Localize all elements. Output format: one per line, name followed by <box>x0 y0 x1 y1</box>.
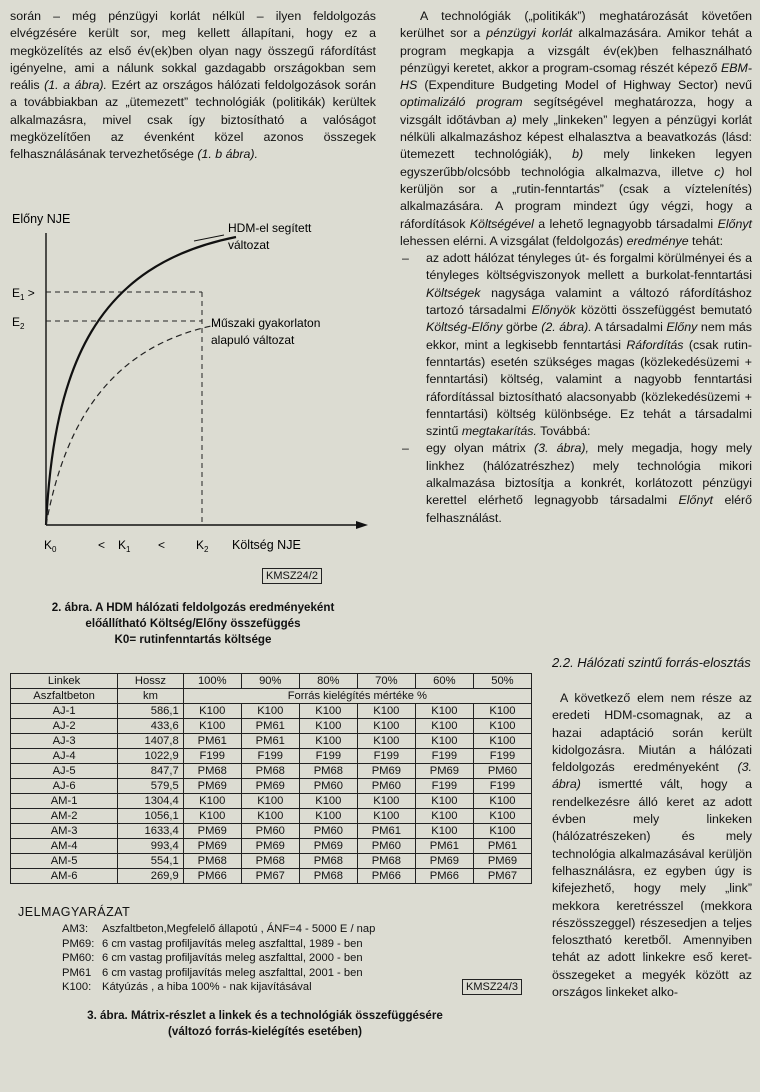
technology-cell: K100 <box>183 809 241 824</box>
technology-cell: PM68 <box>241 764 299 779</box>
x-tick-k1: $K_1$ <box>118 538 131 554</box>
technology-cell: K100 <box>299 734 357 749</box>
length-cell: 993,4 <box>118 839 184 854</box>
technology-cell: PM60 <box>299 824 357 839</box>
lower-right-paragraph <box>552 690 752 1001</box>
text-run: megtakarítás. <box>461 424 537 439</box>
dash-item-2: – egy olyan mátrix (3. ábra), mely megadja, hogy mely linkhez (hálózatrészhez) mely technológia mikori alkalmazása biztosítja a konkrét, korlátozott pénzügyi kerettel elérhető legnagyobb társadalmi Előnyt elérő felhasználást. <box>402 441 752 525</box>
matrix-subheader-row <box>11 689 532 704</box>
technology-cell: PM61 <box>183 734 241 749</box>
technology-cell: K100 <box>299 704 357 719</box>
text-run: b) <box>572 147 584 162</box>
x-tick-lt2: < <box>158 538 166 552</box>
length-cell: 1407,8 <box>118 734 184 749</box>
legend-item <box>62 937 375 952</box>
table-row <box>11 809 532 824</box>
table-row <box>11 839 532 854</box>
text-run: Előnyök <box>531 303 576 318</box>
legend-key: PM60: <box>62 952 95 965</box>
text-run: A társadalmi <box>591 320 667 335</box>
link-cell: AM-1 <box>11 794 118 809</box>
technology-cell: K100 <box>473 719 531 734</box>
subheader-unit: km <box>118 689 184 704</box>
technology-cell: K100 <box>415 704 473 719</box>
text-run: (3. ábra), <box>533 441 589 456</box>
technology-cell: PM68 <box>241 854 299 869</box>
legend-key: PM69: <box>62 937 95 950</box>
table-row <box>11 794 532 809</box>
technology-cell: PM66 <box>183 869 241 884</box>
fig2-caption-line-2: előállítható Költség/Előny összefüggés <box>85 617 301 630</box>
fig2-caption-line-1: 2. ábra. A HDM hálózati feldolgozás eredményeként <box>51 601 335 614</box>
figure-2-caption <box>10 600 376 648</box>
text-run: Továbbá: <box>536 424 591 439</box>
right-paragraph <box>400 8 752 250</box>
technology-cell: K100 <box>241 794 299 809</box>
technology-cell: K100 <box>415 809 473 824</box>
legend-value: Aszfaltbeton,Megfelelő állapotú , ÁNF=4 - 5000 E / nap <box>102 923 376 935</box>
text-run: Előnyt <box>678 493 713 508</box>
series-label-practice-1: Műszaki gyakorlaton <box>211 316 321 330</box>
technology-cell: K100 <box>299 809 357 824</box>
link-cell: AJ-2 <box>11 719 118 734</box>
practice-curve <box>46 325 216 525</box>
series-label-hdm-2: változat <box>228 238 270 252</box>
text-run: közötti összefüggést bemutató <box>575 303 752 318</box>
text-run: Ráfordítás <box>626 337 684 352</box>
text-run: Költségek <box>426 285 481 300</box>
technology-cell: PM68 <box>183 764 241 779</box>
text-run: segítségével meghatározza, hogy a vizsgált időtávban <box>400 95 752 127</box>
technology-cell: PM60 <box>473 764 531 779</box>
technology-cell: PM60 <box>357 779 415 794</box>
length-cell: 579,5 <box>118 779 184 794</box>
table-row <box>11 749 532 764</box>
length-cell: 1304,4 <box>118 794 184 809</box>
technology-cell: F199 <box>299 749 357 764</box>
link-cell: AJ-3 <box>11 734 118 749</box>
matrix-header-row <box>11 674 532 689</box>
y-axis-label: Előny NJE <box>12 212 71 226</box>
technology-cell: PM69 <box>183 824 241 839</box>
link-cell: AJ-5 <box>11 764 118 779</box>
technology-cell: K100 <box>415 824 473 839</box>
y-tick-e2: $E_2$ <box>12 315 25 331</box>
technology-cell: F199 <box>183 749 241 764</box>
technology-cell: PM61 <box>473 839 531 854</box>
technology-cell: PM68 <box>299 869 357 884</box>
technology-cell: PM69 <box>299 839 357 854</box>
technology-cell: K100 <box>357 719 415 734</box>
length-cell: 847,7 <box>118 764 184 779</box>
technology-cell: K100 <box>357 734 415 749</box>
subheader-span: Forrás kielégítés mértéke % <box>183 689 531 704</box>
technology-cell: PM68 <box>183 854 241 869</box>
text-run: (2. ábra). <box>541 320 592 335</box>
text-run: mely linkeken legyen egyszerűbb/olcsóbb technológia alkalmazva, illetve <box>400 147 752 179</box>
text-run: mely megadja, hogy mely linkhez (hálózatrészhez) mely technológia mikori alkalmazása biztosítja a konkrét, korlátozott pénzügyi kerettel elérhető legnagyobb társadalmi <box>426 441 752 508</box>
technology-cell: F199 <box>241 749 299 764</box>
technology-cell: F199 <box>415 749 473 764</box>
text-run: Előny <box>666 320 698 335</box>
lower-right-text <box>552 690 752 1001</box>
legend-item <box>62 980 375 995</box>
y-tick-e1: $E_1$ > <box>12 286 35 302</box>
x-axis-arrow <box>356 521 368 529</box>
technology-cell: PM69 <box>415 764 473 779</box>
technology-cell: K100 <box>415 794 473 809</box>
fig3-caption-line-2: (változó forrás-kielégítés esetében) <box>168 1025 362 1038</box>
text-run: Költségével <box>469 216 534 231</box>
technology-cell: K100 <box>357 704 415 719</box>
link-cell: AM-5 <box>11 854 118 869</box>
matrix-header-cell: 100% <box>183 674 241 689</box>
text-run: Költség-Előny <box>426 320 503 335</box>
hdm-curve <box>46 237 236 525</box>
technology-cell: K100 <box>299 794 357 809</box>
legend-item <box>62 951 375 966</box>
text-run: pénzügyi korlát <box>486 26 573 41</box>
technology-cell: K100 <box>357 794 415 809</box>
text-run: (csak rutin-fenntartás) esetén szükséges magas (közlekedésüzemi + fenntartási) költség, valamint a nagyobb fenntartási ráfordítással biztosítható alacsonyabb (közlekedésüzemi + fenntartási) költség különbsége. Ez tehát a társadalmi szintű <box>426 337 753 439</box>
series-label-hdm-1: HDM-el segített <box>228 221 312 235</box>
legend-key: K100: <box>62 981 92 994</box>
length-cell: 1022,9 <box>118 749 184 764</box>
text-run: nem más ekkor, mint a legkisebb fenntartási <box>426 320 752 352</box>
x-tick-k0: $K_0$ <box>44 538 57 554</box>
technology-cell: PM61 <box>241 719 299 734</box>
technology-cell: PM68 <box>299 764 357 779</box>
technology-cell: PM69 <box>415 854 473 869</box>
technology-cell: K100 <box>473 704 531 719</box>
legend-value: 6 cm vastag profiljavítás meleg aszfalttal, 1989 - ben <box>102 937 363 950</box>
text-run: során – még pénzügyi korlát nélkül – ilyen feldolgozás elvégzésére került sor, meg kellett állapítani, hogy ez a megközelítés az első év(ek)ben olyan nagy összegű ráfordítást igényelne, ami a nálunk sokkal gazdagabb országokban sem reális <box>10 9 376 93</box>
table-row <box>11 779 532 794</box>
table-row <box>11 869 532 884</box>
text-run: (Expenditure Budgeting Model of Highway Sector) nevű <box>417 78 752 93</box>
table-row <box>11 764 532 779</box>
technology-cell: PM67 <box>473 869 531 884</box>
link-cell: AJ-6 <box>11 779 118 794</box>
text-run: elérő felhasználást. <box>426 493 752 525</box>
legend-value: 6 cm vastag profiljavítás meleg aszfalttal, 2001 - ben <box>102 966 363 979</box>
technology-cell: K100 <box>183 719 241 734</box>
technology-cell: PM69 <box>241 839 299 854</box>
x-tick-k2: $K_2$ <box>196 538 209 554</box>
link-technology-matrix <box>10 673 532 884</box>
legend-item <box>62 966 375 981</box>
text-run: az adott hálózat tényleges út- és forgalmi körülményei és a tényleges költségviszonyok mellett a burkolat-fenntartási <box>426 251 752 283</box>
table-row <box>11 704 532 719</box>
technology-cell: K100 <box>473 809 531 824</box>
left-paragraph <box>10 8 376 164</box>
x-tick-lt1: < <box>98 538 106 552</box>
text-run: Ezért az országos hálózati feldolgozások során a továbbiakban az „ütemezett” technológiák (politikák) kerültek alkalmazásra, mivel csak így biztosítható a valóságot megközelítően az évenként közel azonos összegek felhasználásának tervezhetősége <box>10 78 376 162</box>
text-run: tehát: <box>688 233 724 248</box>
table-row <box>11 854 532 869</box>
technology-cell: PM60 <box>357 839 415 854</box>
technology-cell: K100 <box>473 824 531 839</box>
legend-key: AM3: <box>62 923 89 935</box>
text-run: optimalizáló program <box>400 95 523 110</box>
section-heading: 2.2. Hálózati szintű forrás-elosztás <box>552 655 751 670</box>
matrix-header-cell: 50% <box>473 674 531 689</box>
technology-cell: PM60 <box>299 779 357 794</box>
technology-cell: PM69 <box>241 779 299 794</box>
link-cell: AM-6 <box>11 869 118 884</box>
text-run: mely „linkeken” legyen a pénzügyi korlát nélküli alkalmazáshoz képest elhalasztva a beavatkozás (lásd: ütemezett technológiák), <box>400 112 752 162</box>
subheader-type: Aszfaltbeton <box>11 689 118 704</box>
legend-value: 6 cm vastag profiljavítás meleg aszfalttal, 2000 - ben <box>102 952 363 965</box>
technology-cell: F199 <box>357 749 415 764</box>
technology-cell: PM60 <box>241 824 299 839</box>
technology-cell: F199 <box>473 749 531 764</box>
text-run: A technológiák („politikák”) meghatározását követően kerülhet sor a <box>400 9 752 41</box>
matrix-header-cell: 90% <box>241 674 299 689</box>
legend-title: JELMAGYARÁZAT <box>18 905 131 919</box>
table-row <box>11 719 532 734</box>
technology-cell: PM61 <box>241 734 299 749</box>
table-row <box>11 734 532 749</box>
text-run: lehessen elérni. A vizsgálat (feldolgozás) <box>400 233 627 248</box>
text-run: a lehető legnagyobb társadalmi <box>533 216 718 231</box>
length-cell: 433,6 <box>118 719 184 734</box>
technology-cell: F199 <box>473 779 531 794</box>
figure-3-stamp: KMSZ24/3 <box>462 979 522 995</box>
technology-cell: PM66 <box>415 869 473 884</box>
link-cell: AM-3 <box>11 824 118 839</box>
matrix-header-cell: Linkek <box>11 674 118 689</box>
text-run: EBM-HS <box>400 60 752 93</box>
text-run: (1. a ábra). <box>44 78 107 93</box>
technology-cell: K100 <box>183 794 241 809</box>
text-run: hol kerüljön sor a „rutin-fenntartás” (csak a víztelenítés) alkalmazására. A program mindezt úgy végzi, hogy a ráfordítások <box>400 164 752 231</box>
text-run: eredménye <box>626 233 689 248</box>
cost-benefit-chart <box>6 205 376 600</box>
text-run: alkalmazására. Amikor tehát a program megkapja a vizsgált év(ek)ben felhasználható pénzügyi keretet, akkor a program-csomag részét képező <box>400 26 753 75</box>
technology-cell: K100 <box>415 719 473 734</box>
text-run: c) <box>714 164 725 179</box>
technology-cell: PM66 <box>357 869 415 884</box>
technology-cell: PM69 <box>183 839 241 854</box>
matrix-header-cell: 80% <box>299 674 357 689</box>
technology-cell: PM61 <box>357 824 415 839</box>
dash-item-1: – az adott hálózat tényleges út- és forgalmi körülményei és a tényleges költségviszonyok mellett a burkolat-fenntartási Költségek nagysága valamint a változó ráfordításhoz tartozó társadalmi Előnyök közötti összefüggést bemutató Költség-Előny görbe (2. ábra). A társadalmi Előny nem más ekkor, mint a legkisebb fenntartási Ráfordítás (csak rutin-fenntartás) esetén szükséges magas (közlekedésüzemi + fenntartási) költség, valamint a nagyobb fenntartási ráfordítással biztosítható alacsonyabb (közlekedésüzemi + fenntartási) költség különbsége. Ez tehát a társadalmi szintű megtakarítás. Továbbá: <box>402 251 753 439</box>
technology-cell: K100 <box>473 794 531 809</box>
technology-cell: K100 <box>183 704 241 719</box>
matrix-header-cell: 70% <box>357 674 415 689</box>
right-column-text <box>400 8 752 527</box>
text-run: (3. ábra) <box>552 760 752 792</box>
table-row <box>11 824 532 839</box>
figure-3-caption <box>0 1008 530 1040</box>
link-cell: AJ-4 <box>11 749 118 764</box>
fig2-caption-line-3: K0= rutinfenntartás költsége <box>114 633 272 646</box>
link-cell: AJ-1 <box>11 704 118 719</box>
technology-cell: PM68 <box>357 854 415 869</box>
legend-item <box>62 922 375 937</box>
legend-value: Kátyúzás , a hiba 100% - nak kijavításával <box>102 981 312 994</box>
text-run: görbe <box>502 320 542 335</box>
length-cell: 269,9 <box>118 869 184 884</box>
technology-cell: PM69 <box>357 764 415 779</box>
technology-cell: K100 <box>357 809 415 824</box>
text-run: Előnyt <box>717 216 752 231</box>
length-cell: 586,1 <box>118 704 184 719</box>
text-run: A következő elem nem része az eredeti HDM-csomagnak, az a hazai adaptáció során került kidolgozásra. Miután a hálózati feldolgozás eredményeként <box>552 691 752 775</box>
link-cell: AM-2 <box>11 809 118 824</box>
fig3-caption-line-1: 3. ábra. Mátrix-részlet a linkek és a technológiák összefüggésére <box>87 1009 443 1022</box>
text-run: nagysága valamint a változó ráfordításhoz tartozó társadalmi <box>426 285 752 318</box>
technology-cell: PM61 <box>415 839 473 854</box>
link-cell: AM-4 <box>11 839 118 854</box>
matrix-header-cell: Hossz <box>118 674 184 689</box>
figure-2-stamp: KMSZ24/2 <box>262 568 322 584</box>
technology-cell: F199 <box>415 779 473 794</box>
technology-cell: K100 <box>299 719 357 734</box>
technology-cell: PM68 <box>299 854 357 869</box>
technology-cell: PM69 <box>473 854 531 869</box>
text-run: a) <box>505 112 517 127</box>
technology-cell: K100 <box>473 734 531 749</box>
technology-cell: K100 <box>241 809 299 824</box>
technology-cell: PM67 <box>241 869 299 884</box>
text-run: (1. b ábra). <box>197 147 258 162</box>
technology-cell: K100 <box>415 734 473 749</box>
length-cell: 554,1 <box>118 854 184 869</box>
length-cell: 1633,4 <box>118 824 184 839</box>
legend-list <box>62 922 375 995</box>
matrix-header-cell: 60% <box>415 674 473 689</box>
legend-key: PM61 <box>62 966 92 979</box>
text-run: ismertté vált, hogy a rendelkezésre álló keret az adott évben mely linkeken (hálózatrészeken) és mely technológia alkalmazásával kerüljön felhasználásra, ez egyben úgy is kifejezhető, hogy mely „link” mekkora keretrésszel (mekkora részösszeggel) részesedjen a teljes felosztható keretből. Amennyiben tehát az adott linkekre eső keret-összegeket a megyék között az országos linkeket alko- <box>552 777 752 1000</box>
technology-cell: PM69 <box>183 779 241 794</box>
technology-cell: K100 <box>241 704 299 719</box>
text-run: egy olyan mátrix <box>426 441 534 456</box>
series-label-practice-2: alapuló változat <box>211 333 295 347</box>
length-cell: 1056,1 <box>118 809 184 824</box>
x-axis-label: Költség NJE <box>232 538 301 552</box>
